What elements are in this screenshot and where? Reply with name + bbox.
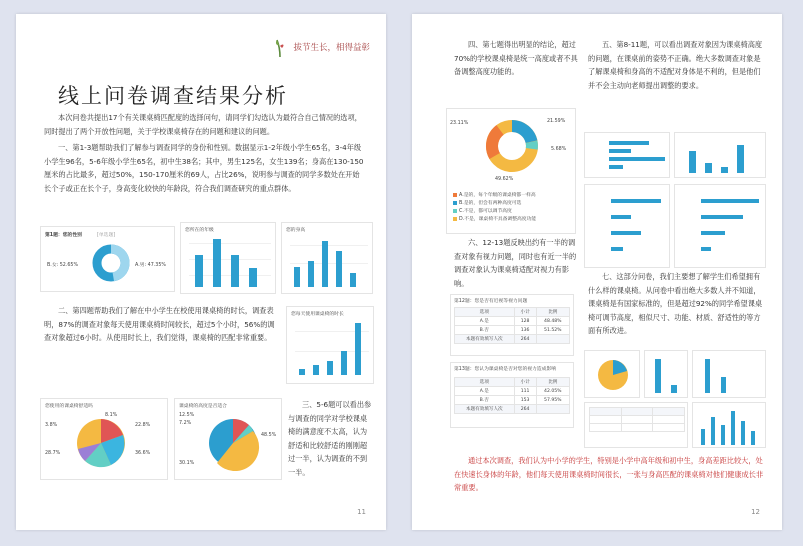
q3-bar-4 [336, 251, 342, 287]
q3-bar-3 [322, 241, 328, 287]
q2-bar-4 [249, 268, 257, 287]
q7-legend-c: C.不是，都可以调节高度 [459, 209, 512, 214]
q12-table-card [450, 294, 574, 356]
q18-bar-chart [692, 402, 766, 448]
sprout-logo-icon [274, 36, 286, 58]
page-11 [16, 14, 386, 530]
q5-label-4: 28.7% [45, 451, 61, 456]
q17-table-card [584, 402, 688, 448]
q13-table-card [450, 362, 574, 428]
q7-donut [483, 117, 541, 175]
q4-bar-3 [327, 361, 333, 375]
q2-grade-chart [180, 222, 276, 294]
q1-tag: [单选题] [97, 233, 116, 238]
q2-title: 您所在的年级 [185, 228, 214, 233]
q5-label-5: 3.8% [45, 423, 58, 428]
q7-label-c: 5.68% [551, 147, 567, 152]
intro-paragraph: 本次问卷共提出17个有关课桌椅匹配度的选择问句，请同学们勾选认为最符合自己情况的选项，同时提出了两个开放性问题，关于学校课桌椅存在的问题和建议的问题。 [44, 113, 362, 136]
q7-legend-d: D.不是，课桌椅不具备调整高度功能 [459, 217, 537, 222]
q3-bar-2 [308, 261, 314, 287]
q3-bar-1 [294, 267, 300, 287]
q13-table: 选项 小计 比例 A.是 111 42.05% B.否 153 57.95% 本题有效填写人次 264 [454, 377, 570, 414]
q3-height-chart [281, 222, 373, 294]
conclusion-paragraph: 通过本次调查，我们认为中小学的学生，特别是小学中高年级和初中生，身高差距比较大，处在快速长身体的年龄，他们每天使用课桌椅时间很长，一张与身高匹配的课桌椅对他们健康成长非常重要。 [454, 456, 764, 492]
page-12 [412, 14, 782, 530]
q13-title: 第13题：您认为课桌椅是否对您的视力造成影响 [454, 367, 557, 372]
q2-bar-3 [231, 255, 239, 287]
q1-title: 第1题：您的性别 [45, 233, 82, 238]
q6-label-3: 48.5% [261, 433, 277, 438]
q12-title: 第12题：您是否有近视等视力问题 [454, 299, 528, 304]
q16-chart [692, 350, 766, 398]
q4-bar-5 [355, 323, 361, 375]
page-title: 线上问卷调查结果分析 [58, 84, 288, 108]
section-seven-paragraph: 七、这部分问卷，我们主要想了解学生们希望拥有什么样的课桌椅。从问卷中看出绝大多数人并不知道，课桌椅是有国家标准的，但是超过92%的同学希望课桌椅可调节高度，相似尺寸、功能、材质、舒适性的等方面有所改进。 [588, 272, 763, 335]
q6-height-fit-chart [174, 398, 282, 480]
q4-usage-chart [286, 306, 374, 384]
section-two-paragraph: 二、第四题帮助我们了解在中小学生在校使用课桌椅的时长，调查表明，87%的调查对象每天使用课桌椅时间较长，超过5个小时，56%的调查对象超过6小时。从使用时长上，我们觉得，课桌椅的匹配非常重要。 [44, 306, 275, 342]
q5-pie [73, 415, 129, 471]
q7-label-a: 23.11% [450, 121, 469, 126]
q6-pie [205, 415, 261, 471]
q6-label-1: 12.5% [179, 413, 195, 418]
q4-title: 您每天使用课桌椅的时长 [291, 312, 344, 317]
q9-chart [674, 132, 766, 178]
q6-title: 课桌椅的高度是否适合 [179, 404, 227, 409]
q4-bar-4 [341, 351, 347, 375]
section-six-paragraph: 六、12-13题反映出约有一半的调查对象有视力问题，同时也有近一半的调查对象认为课桌椅适配对视力有影响。 [454, 238, 577, 288]
q7-legend-b: B.是的，但会有两种高度可选 [459, 201, 522, 206]
section-four-paragraph: 四、第七题得出明显的结论，超过70%的学校课桌椅是统一高度或者不具备调整高度功能的。 [454, 40, 578, 76]
q7-label-d: 49.62% [495, 177, 514, 182]
q4-bar-2 [313, 365, 319, 375]
q11-chart [674, 184, 766, 268]
q5-label-1: 8.1% [105, 413, 118, 418]
q6-label-2: 7.2% [179, 421, 192, 426]
q4-bar-1 [299, 369, 305, 375]
q14-pie-chart [584, 350, 640, 398]
q7-label-b: 21.59% [547, 119, 566, 124]
q7-donut-chart [446, 108, 576, 234]
q2-bar-1 [195, 255, 203, 287]
q1-male-label: A.男: 47.35% [135, 263, 166, 268]
page-number: 12 [751, 508, 760, 516]
q10-chart [584, 184, 670, 268]
q2-bar-2 [213, 239, 221, 287]
q1-gender-chart [40, 226, 175, 292]
q5-label-2: 22.8% [135, 423, 151, 428]
q5-comfort-chart [40, 398, 168, 480]
q5-title: 您使用的课桌椅舒适吗 [45, 404, 93, 409]
page-number: 11 [357, 508, 366, 516]
q3-title: 您的身高 [286, 228, 306, 233]
section-five-paragraph: 五、第8-11题，可以看出调查对象因为课桌椅高度的问题，在课桌前的姿势不正确。绝大多数调查对象是了解课桌椅和身高的不适配对身体是不利的，但是他们并不会主动向老师提出调整的要求。 [588, 40, 763, 90]
q7-legend-a: A.是的，每个年级的课桌椅都一样高 [459, 193, 536, 198]
q3-bar-5 [350, 273, 356, 287]
q5-label-3: 36.6% [135, 451, 151, 456]
q12-table: 选项 小计 比例 A.是 128 48.48% B.否 136 51.52% 本题有效填写人次 264 [454, 307, 570, 344]
q1-donut [91, 243, 131, 283]
q6-label-4: 30.1% [179, 461, 195, 466]
section-one-paragraph: 一、第1-3题帮助我们了解参与调查同学的身份和性别。数据显示1-2年级小学生65名，3-4年级小学生96名，5-6年级小学生65名，初中生38名；其中，男生125名，女生139名；身高在130-150厘米的占比最多，超过50%，150-170厘米的69人，占比26%，说明参与调查的同学多数处在开始长个子或正在长个子，身高变化较快的年龄段，符合我们调查研究的重点群体。 [44, 143, 364, 193]
q8-chart [584, 132, 670, 178]
q15-bar-chart [644, 350, 688, 398]
q1-female-label: B.女: 52.65% [47, 263, 79, 268]
brand-slogan: 拔节生长，相得益彰 [293, 43, 370, 53]
section-three-paragraph: 三、5-6题可以看出参与调查的同学对学校课桌椅的满意度不太高，认为舒适和比较舒适的刚刚超过一半，认为调查的不到一半。 [288, 400, 372, 477]
